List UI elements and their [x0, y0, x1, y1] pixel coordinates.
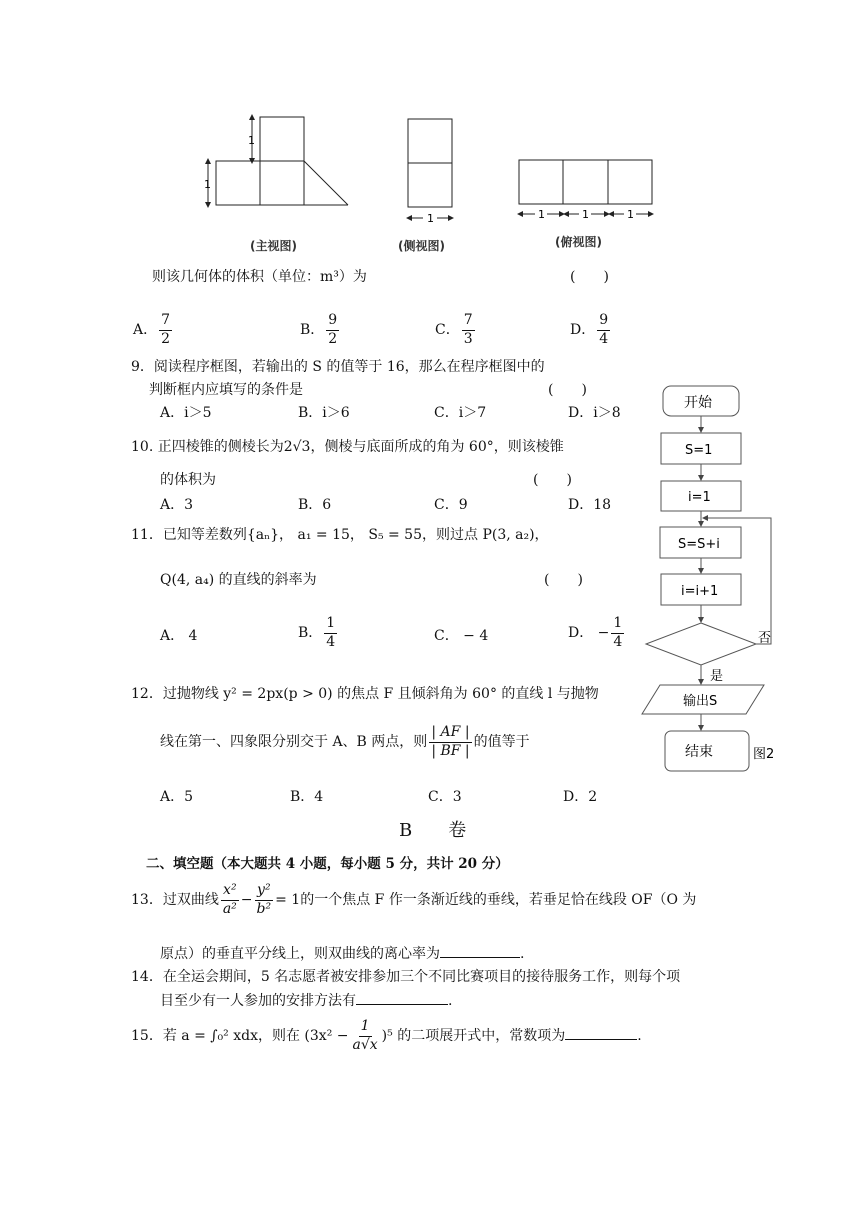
q11-paren: ( ): [544, 572, 583, 588]
three-views-figure: [195, 108, 675, 258]
flow-end-label: 结束: [685, 744, 713, 760]
q9-line1: 9．阅读程序框图，若输出的 S 的值等于 16，那么在程序框图中的: [131, 359, 545, 375]
q12-line2: 线在第一、四象限分别交于 A、B 两点，则 $\frac{| AF |}{| BF |}$ 的值等于: [160, 724, 530, 759]
front-dim-left: 1: [204, 178, 211, 191]
q11-option-d: D． − $\frac{1}{4}$: [568, 615, 623, 650]
q8-option-d: D． $\frac{9}{4}$: [570, 312, 609, 347]
flow-s1-label: S=1: [685, 443, 713, 458]
q10-paren: ( ): [533, 472, 572, 488]
flow-start-label: 开始: [684, 395, 712, 411]
flow-no-label: 否: [758, 631, 772, 646]
flow-decision-diamond: [646, 623, 756, 665]
q14-line2: 目至少有一人参加的安排方法有 .: [160, 990, 452, 1010]
front-view-caption: (主视图): [250, 239, 297, 253]
side-view-caption: (侧视图): [398, 239, 445, 253]
q13-line2: 原点）的垂直平分线上，则双曲线的离心率为 .: [160, 943, 524, 963]
q11-option-a: A． 4: [160, 628, 198, 644]
q15-line: 15．若 a = ∫₀² xdx，则在 (3x² − $\frac{1}{a√x}$ )⁵ 的二项展开式中，常数项为 .: [131, 1018, 642, 1053]
q9-option-a: A．i＞5: [160, 405, 212, 421]
q13-answer-blank[interactable]: [440, 943, 520, 958]
q10-option-c: C．9: [434, 497, 468, 513]
q9-option-b: B．i＞6: [298, 405, 350, 421]
q11-option-b: B． $\frac{1}{4}$: [298, 615, 336, 650]
q9-line2: 判断框内应填写的条件是: [149, 382, 303, 398]
q8-option-a: A． $\frac{7}{2}$: [133, 312, 171, 347]
q11-option-c: C． − 4: [434, 628, 489, 644]
q11-line2: Q(4, a₄) 的直线的斜率为: [160, 572, 317, 588]
q8-option-c: C． $\frac{7}{3}$: [435, 312, 473, 347]
q12-option-a: A．5: [160, 789, 194, 805]
q12-option-d: D．2: [563, 789, 598, 805]
q10-option-a: A．3: [160, 497, 194, 513]
side-dim-label: 1: [427, 212, 434, 225]
q10-line1: 10. 正四棱锥的侧棱长为2√3，侧棱与底面所成的角为 60°，则该棱锥: [131, 439, 564, 455]
flow-ii-label: i=i+1: [681, 584, 719, 599]
top-dim-2: 1: [582, 208, 589, 221]
q8-paren: ( ): [570, 269, 609, 285]
q10-option-d: D．18: [568, 497, 612, 513]
q9-option-d: D．i＞8: [568, 405, 621, 421]
q9-paren: ( ): [548, 382, 587, 398]
q10-option-b: B．6: [298, 497, 332, 513]
q12-line1: 12．过抛物线 y² = 2px(p > 0) 的焦点 F 且倾斜角为 60° 的直线 l 与抛物: [131, 686, 599, 702]
section-b-title: B 卷: [399, 820, 467, 841]
q13-line1: 13．过双曲线 $\frac{\text{x²}}{\text{a²}}$ − $\frac{\text{y²}}{\text{b²}}$ = 1的一个焦点 F 作一条渐近线的垂线，若垂足恰在线段 OF（O 为: [131, 882, 697, 917]
flow-yes-label: 是: [710, 669, 724, 684]
q8-stem: 则该几何体的体积（单位：m³）为: [152, 269, 367, 285]
flow-ss-label: S=S+i: [678, 537, 720, 552]
top-dim-1: 1: [538, 208, 545, 221]
q10-line2: 的体积为: [160, 472, 216, 488]
q9-option-c: C．i＞7: [434, 405, 487, 421]
top-view-caption: (俯视图): [555, 235, 602, 249]
q12-option-b: B．4: [290, 789, 324, 805]
q15-answer-blank[interactable]: [565, 1025, 637, 1040]
q12-option-c: C．3: [428, 789, 462, 805]
section-b-heading: 二、填空题（本大题共 4 小题，每小题 5 分，共计 20 分）: [146, 856, 509, 872]
flow-i1-label: i=1: [688, 490, 711, 505]
q11-line1: 11．已知等差数列{aₙ}， a₁ = 15， S₅ = 55，则过点 P(3, a₂)，: [131, 527, 549, 543]
flowchart-figure: [640, 380, 810, 780]
q8-option-b: B． $\frac{9}{2}$: [300, 312, 338, 347]
flow-out-label: 输出S: [683, 694, 718, 709]
q14-answer-blank[interactable]: [356, 990, 448, 1005]
top-dim-3: 1: [627, 208, 634, 221]
front-dim-top: 1: [248, 134, 255, 147]
q14-line1: 14．在全运会期间，5 名志愿者被安排参加三个不同比赛项目的接待服务工作，则每个项: [131, 969, 681, 985]
flow-fig-label: 图2: [753, 747, 775, 762]
